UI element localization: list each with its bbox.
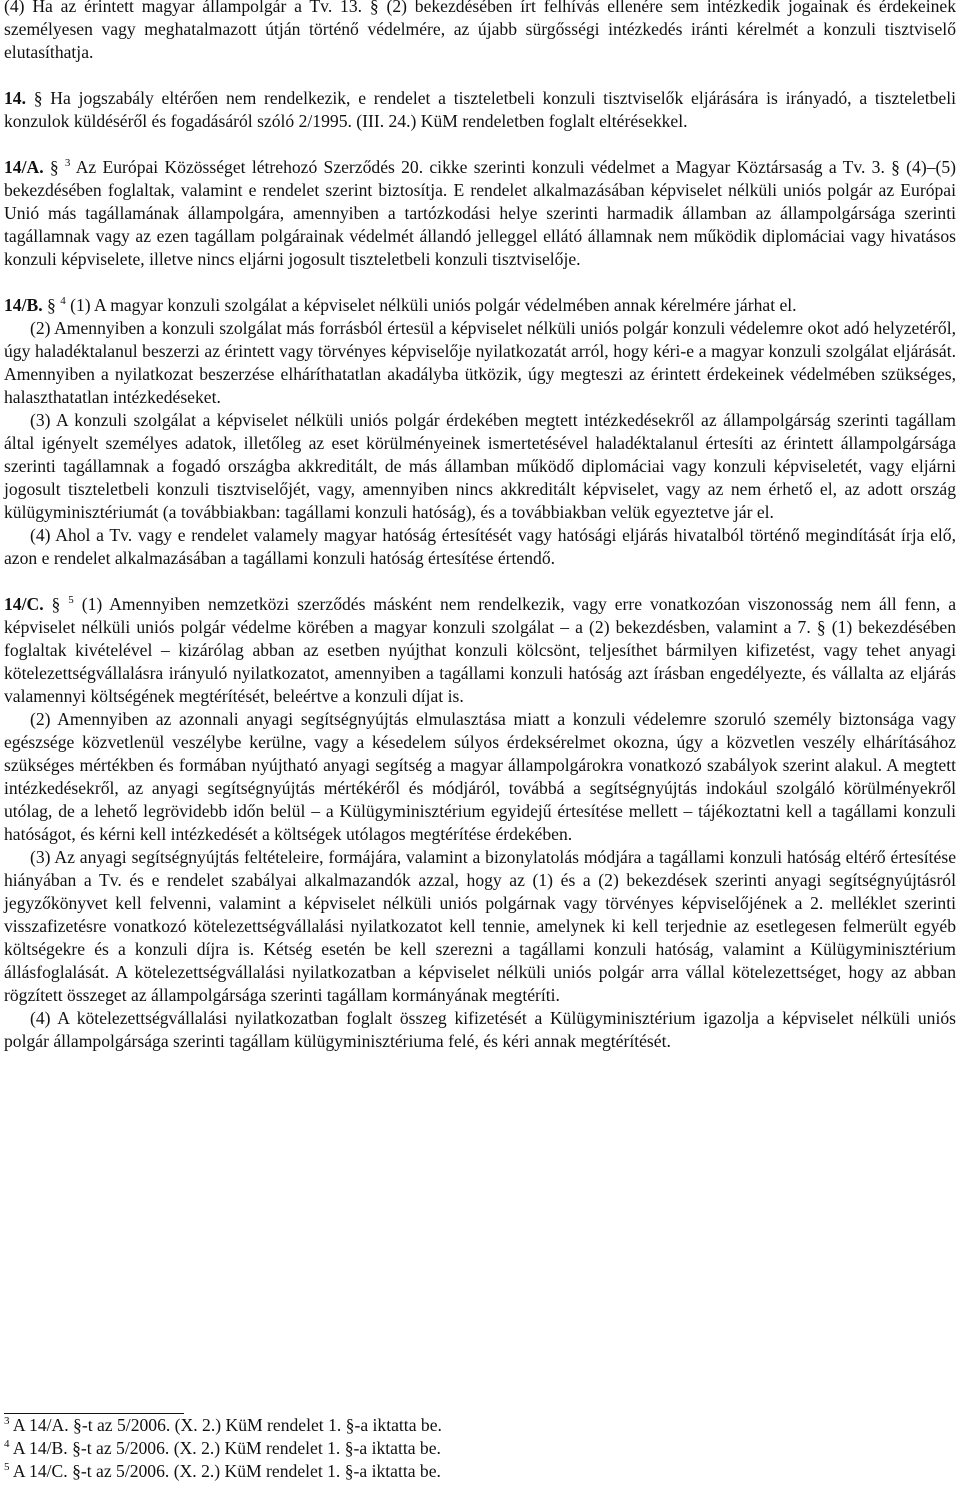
section-sign: § (43, 594, 69, 614)
section-14b-3: (3) A konzuli szolgálat a képviselet nélküli uniós polgár érdekében megtett intézkedésekről az állampolgárság szerinti tagállam által igényelt személyes adatok, illetőleg az eset körülményeinek ismertetésével haladéktalanul értesíti az érintett állampolgársága szerinti tagállamnak a fogadó országba akkreditált, de más államban működő diplomáciai vagy konzuli képviseletét, vagy eljárni jogosult tiszteletbeli konzuli tisztviselőjét, vagy, amennyiben nincs akkreditált képviselet, vagy az nem érhető el, az adott ország külügyminisztériumát (a továbbiakban: tagállami konzuli hatóság), és a továbbiakban velük egyeztetve jár el. (4, 410, 956, 522)
section-14 (4, 87, 956, 133)
section-14c-2: (2) Amennyiben az azonnali anyagi segítségnyújtás elmulasztása miatt a konzuli védelemre szoruló személy biztonsága vagy egészsége közvetlenül veszélybe kerülne, vagy a késedelem súlyos érdeksérelmet okozna, úgy a közvetlen veszély elhárításához szükséges mértékben és formában nyújtható anyagi segítség a magyar állampolgárokra vonatkozó szabályok szerint alakul. A megtett intézkedésekről, az anyagi segítségnyújtás mértékéről és módjáról, továbbá a segítségnyújtás indokául szolgáló körülményekről utólag, de a lehető legrövidebb időn belül – a Külügyminisztérium egyidejű értesítése mellett – tájékoztatni kell a tagállami konzuli hatóságot, és kérni kell intézkedését a költségek utólagos megtérítése érdekében. (4, 709, 956, 844)
footnote-text: A 14/B. §-t az 5/2006. (X. 2.) KüM rendelet 1. §-a iktatta be. (9, 1438, 441, 1458)
section-14b-2: (2) Amennyiben a konzuli szolgálat más forrásból értesül a képviselet nélküli uniós polgár konzuli védelemre okot adó helyzetéről, úgy haladéktalanul beszerzi az érintett vagy törvényes képviselője nyilatkozatát arról, hogy kéri-e a magyar konzuli szolgálat eljárását. Amennyiben a nyilatkozat beszerzése elháríthatatlan akadályba ütközik, úgy megteszi az érintett érdekeinek védelmében szükséges, halaszthatatlan intézkedéseket. (4, 318, 956, 407)
footnote-text: A 14/C. §-t az 5/2006. (X. 2.) KüM rendelet 1. §-a iktatta be. (9, 1461, 441, 1481)
section-14a (4, 156, 956, 271)
section-number: 14. (4, 88, 26, 108)
footnote-number: 5 (4, 1461, 10, 1474)
section-14c-1 (4, 593, 956, 708)
section-14c-4: (4) A kötelezettségvállalási nyilatkozatban foglalt összeg kifizetését a Külügyminisztérium igazolja a képviselet nélküli uniós polgár állampolgársága szerinti tagállam külügyminisztériuma felé, és kéri annak megtérítését. (4, 1008, 956, 1051)
section-sign: § (43, 157, 65, 177)
footnote-ref[interactable]: 3 (64, 157, 71, 170)
section-text: Az Európai Közösséget létrehozó Szerződés 20. cikke szerinti konzuli védelmet a Magyar Köztársaság a Tv. 3. § (4)–(5) bekezdésében foglaltak, valamint e rendelet szerint biztosítja. E rendelet alkalmazásában képviselet nélküli uniós polgár az Európai Unió más tagállamának állampolgára, amennyiben a tartózkodási helye szerinti harmadik államban az állampolgársága szerinti tagállamnak vagy az ezen tagállam polgárainak védelmét állandó jelleggel ellátó államnak nem működik diplomáciai vagy hivatásos konzuli képviselete, illetve nincs eljárni jogosult tiszteletbeli konzuli tisztviselője. (4, 157, 956, 269)
section-14c-3: (3) Az anyagi segítségnyújtás feltételeire, formájára, valamint a bizonylatolás módjára a tagállami konzuli hatóság eltérő értesítése hiányában a Tv. és e rendelet szabályai alkalmazandók azzal, hogy az (1) és a (2) bekezdések szerinti anyagi segítségnyújtásról jegyzőkönyvet kell felvenni, valamint a képviselet nélküli uniós polgárnak vagy törvényes képviselőjének a 2. melléklet szerinti visszafizetésre vonatkozó kötelezettségvállalási nyilatkozatot kell tennie, amelynek ki kell terjednie az esetlegesen felmerült egyéb költségekre és a konzuli díjra is. Kétség esetén be kell szerezni a tagállami konzuli hatóság, valamint a Külügyminisztérium állásfoglalását. A kötelezettségvállalási nyilatkozatban a képviselet nélküli uniós polgár arra vállal kötelezettséget, hogy az abban rögzített összeget az állampolgársága szerinti tagállam kormányának megtéríti. (4, 847, 956, 1005)
section-number: 14/B. (4, 295, 43, 315)
footnotes (4, 1413, 564, 1483)
section-text: (1) A magyar konzuli szolgálat a képviselet nélküli uniós polgár védelmében annak kérelmére járhat el. (65, 295, 797, 315)
section-text: (1) Amennyiben nemzetközi szerződés másként nem rendelkezik, vagy erre vonatkozóan viszonosság nem áll fenn, a képviselet nélküli uniós polgár védelme körében a magyar konzuli szolgálat – a (2) bekezdésben, valamint a 7. § (1) bekezdésében foglaltak kivételével – kizárólag abban az esetben nyújthat konzuli kölcsönt, teljesíthet bármilyen kifizetést, vagy tehet anyagi kötelezettségvállalásra irányuló nyilatkozatot, amennyiben a tagállami konzuli hatóság azt írásban engedélyezte, és vállalta az eljárás valamennyi költségének megtérítését, beleértve a konzuli díjat is. (4, 594, 956, 706)
section-sign: § (42, 295, 61, 315)
footnote-3 (4, 1414, 564, 1437)
paragraph-13-4: (4) Ha az érintett magyar állampolgár a Tv. 13. § (2) bekezdésében írt felhívás ellenére sem intézkedik jogainak és érdekeinek személyesen vagy meghatalmazott útján történő védelmére, az újabb sürgősségi intézkedés iránti kérelmét a konzuli tisztviselő elutasíthatja. (4, 0, 956, 62)
footnote-number: 3 (4, 1415, 10, 1428)
footnote-ref[interactable]: 4 (60, 295, 66, 308)
section-number: 14/C. (4, 594, 44, 614)
section-text: § Ha jogszabály eltérően nem rendelkezik, e rendelet a tiszteletbeli konzuli tisztviselők eljárására is irányadó, a tiszteletbeli konzulok küldéséről és fogadásáról szóló 2/1995. (III. 24.) KüM rendeletben foglalt eltérésekkel. (4, 88, 956, 131)
footnote-5 (4, 1460, 564, 1483)
section-14b-4: (4) Ahol a Tv. vagy e rendelet valamely magyar hatóság értesítését vagy hatósági eljárás hivatalból történő megindítását írja elő, azon e rendelet alkalmazásában a tagállami konzuli hatóság értesítése értendő. (4, 525, 956, 568)
section-number: 14/A. (4, 157, 44, 177)
section-14b-1 (4, 294, 956, 317)
footnote-number: 4 (4, 1438, 10, 1451)
footnote-ref[interactable]: 5 (68, 594, 74, 607)
footnote-text: A 14/A. §-t az 5/2006. (X. 2.) KüM rendelet 1. §-a iktatta be. (9, 1415, 442, 1435)
footnote-4 (4, 1437, 564, 1460)
